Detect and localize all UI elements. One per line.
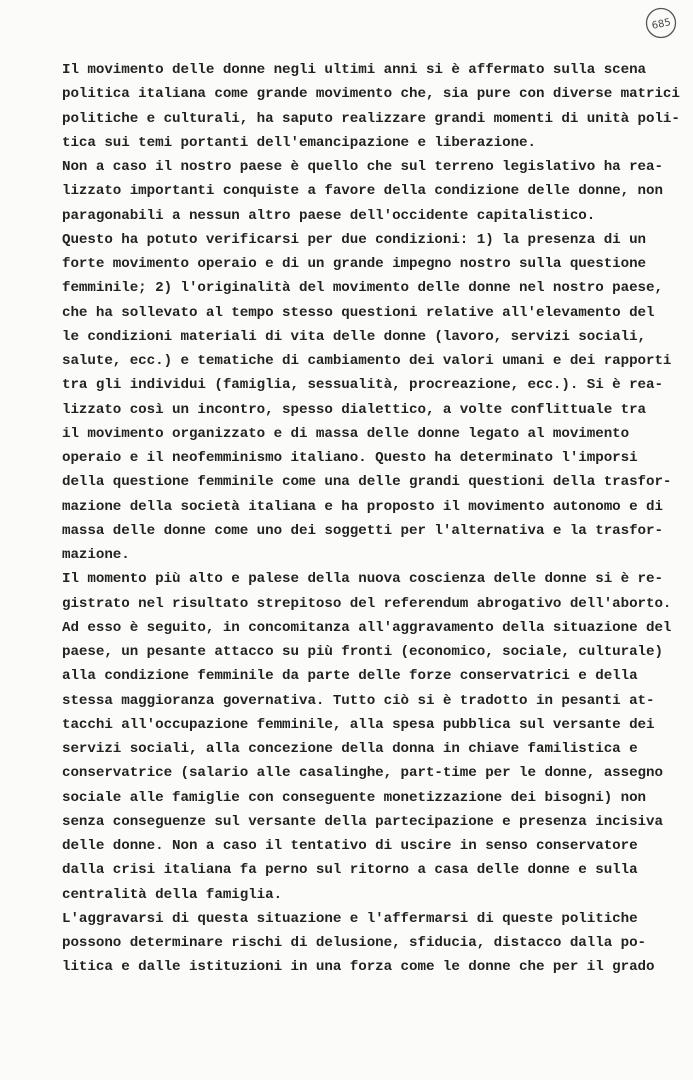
text-line: Non a caso il nostro paese è quello che sul terreno legislativo ha rea-: [62, 159, 663, 175]
text-line: stessa maggioranza governativa. Tutto ciò si è tradotto in pesanti at-: [62, 692, 655, 709]
text-line: massa delle donne come uno dei soggetti per l'alternativa e la trasfor-: [62, 522, 663, 539]
text-line: possono determinare rischi di delusione, sfiducia, distacco dalla po-: [62, 935, 647, 951]
text-line: delle donne. Non a caso il tentativo di uscire in senso conservatore: [62, 838, 638, 854]
text-line: paese, un pesante attacco su più fronti (economico, sociale, culturale): [62, 644, 663, 660]
text-line: della questione femminile come una delle grandi questioni della trasfor-: [62, 474, 672, 491]
text-line: L'aggravarsi di questa situazione e l'affermarsi di queste politiche: [62, 910, 638, 927]
text-line: tacchi all'occupazione femminile, alla spesa pubblica sul versante dei: [62, 716, 655, 733]
text-line: litica e dalle istituzioni in una forza come le donne che per il grado: [62, 959, 655, 976]
text-line: Questo ha potuto verificarsi per due condizioni: 1) la presenza di un: [62, 231, 647, 248]
text-line: Il momento più alto e palese della nuova coscienza delle donne si è re-: [62, 571, 663, 588]
text-line: sociale alle famiglie con conseguente monetizzazione dei bisogni) non: [62, 789, 647, 806]
text-line: Ad esso è seguito, in concomitanza all'aggravamento della situazione del: [62, 619, 672, 636]
text-line: tra gli individui (famiglia, sessualità, procreazione, ecc.). Si è rea-: [62, 377, 663, 394]
text-line: salute, ecc.) e tematiche di cambiamento dei valori umani e dei rapporti: [62, 353, 672, 369]
text-line: lizzato importanti conquiste a favore della condizione delle donne, non: [62, 183, 663, 200]
text-line: politica italiana come grande movimento che, sia pure con diverse matrici: [62, 86, 680, 103]
text-line: femminile; 2) l'originalità del movimento delle donne nel nostro paese,: [62, 280, 663, 297]
text-line: operaio e il neofemminismo italiano. Questo ha determinato l'imporsi: [62, 450, 638, 466]
text-line: che ha sollevato al tempo stesso questioni relative all'elevamento del: [62, 304, 655, 321]
typewritten-body: [62, 58, 692, 980]
text-line: dalla crisi italiana fa perno sul ritorno a casa delle donne e sulla: [62, 862, 638, 879]
text-line: forte movimento operaio e di un grande impegno nostro sulla questione: [62, 256, 647, 272]
page-number-text: 685: [650, 17, 672, 32]
text-line: centralità della famiglia.: [62, 886, 283, 903]
text-line: paragonabili a nessun altro paese dell'occidente capitalistico.: [62, 207, 596, 224]
text-line: mazione della società italiana e ha proposto il movimento autonomo e di: [62, 498, 663, 515]
text-line: mazione.: [62, 547, 130, 563]
text-line: alla condizione femminile da parte delle forze conservatrici e della: [62, 668, 638, 685]
text-line: senza conseguenze sul versante della partecipazione e presenza incisiva: [62, 813, 663, 830]
circled-number-icon: [644, 6, 678, 40]
text-line: tica sui temi portanti dell'emancipazione e liberazione.: [62, 134, 536, 151]
text-line: lizzato così un incontro, spesso dialettico, a volte conflittuale tra: [62, 401, 647, 418]
text-line: conservatrice (salario alle casalinghe, part-time per le donne, assegno: [62, 765, 663, 782]
text-line: servizi sociali, alla concezione della donna in chiave familistica e: [62, 741, 638, 757]
text-line: politiche e culturali, ha saputo realizzare grandi momenti di unità poli-: [62, 110, 680, 127]
text-line: le condizioni materiali di vita delle donne (lavoro, servizi sociali,: [62, 328, 647, 345]
text-line: il movimento organizzato e di massa delle donne legato al movimento: [62, 425, 630, 442]
page-number-stamp: [644, 6, 678, 40]
text-line: Il movimento delle donne negli ultimi anni si è affermato sulla scena: [62, 62, 647, 78]
text-line: gistrato nel risultato strepitoso del referendum abrogativo dell'aborto.: [62, 595, 672, 612]
